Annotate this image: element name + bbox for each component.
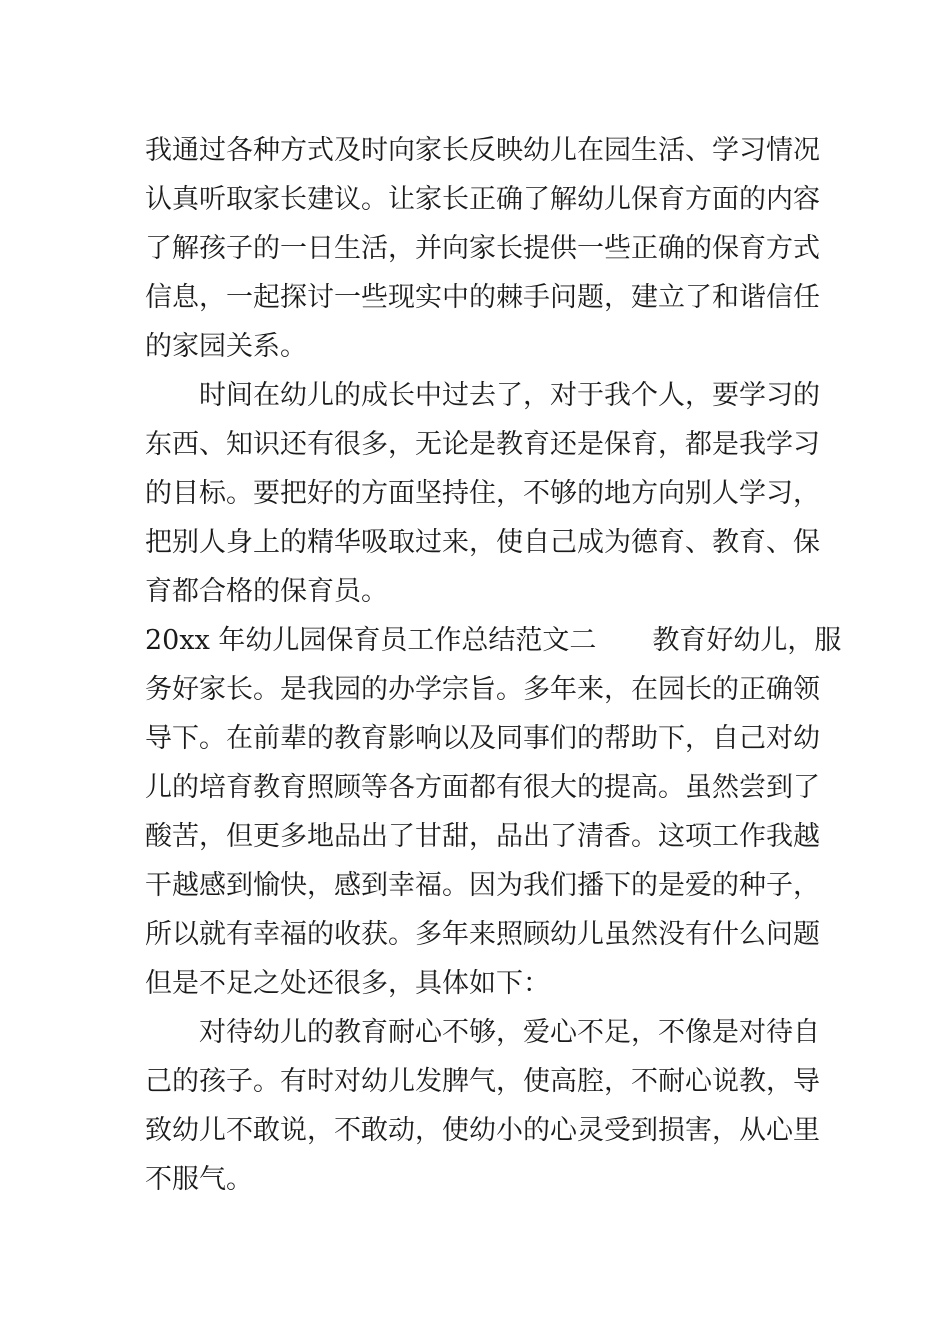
- text-line: 的目标。要把好的方面坚持住，不够的地方向别人学习，: [145, 478, 820, 509]
- paragraph-2: [145, 371, 820, 616]
- text-line: 的家园关系。: [145, 331, 307, 362]
- text-line: 东西、知识还有很多，无论是教育还是保育，都是我学习: [145, 429, 820, 460]
- text-line: 信息，一起探讨一些现实中的棘手问题，建立了和谐信任: [145, 282, 820, 313]
- document-body: [145, 126, 842, 1204]
- text-line: 己的孩子。有时对幼儿发脾气，使高腔，不耐心说教，导: [145, 1066, 820, 1097]
- paragraph-4: [145, 1008, 820, 1204]
- text-line: 认真听取家长建议。让家长正确了解幼儿保育方面的内容: [145, 184, 820, 215]
- text-line: 了解孩子的一日生活，并向家长提供一些正确的保育方式: [145, 233, 820, 264]
- section-heading-line: [145, 616, 842, 665]
- text-line: 对待幼儿的教育耐心不够，爱心不足，不像是对待自: [199, 1017, 820, 1048]
- paragraph-3: [145, 616, 842, 1008]
- text-line: 所以就有幸福的收获。多年来照顾幼儿虽然没有什么问题: [145, 919, 820, 950]
- section-heading: 20xx 年幼儿园保育员工作总结范文二: [145, 625, 597, 656]
- text-line: 不服气。: [145, 1164, 253, 1195]
- text-line: 育都合格的保育员。: [145, 576, 388, 607]
- text-line: 务好家长。是我园的办学宗旨。多年来，在园长的正确领: [145, 674, 820, 705]
- text-line: 致幼儿不敢说，不敢动，使幼小的心灵受到损害，从心里: [145, 1115, 820, 1146]
- heading-tail-text: 教育好幼儿，服: [652, 625, 842, 656]
- text-line: 导下。在前辈的教育影响以及同事们的帮助下，自己对幼: [145, 723, 820, 754]
- text-line: 把别人身上的精华吸取过来，使自己成为德育、教育、保: [145, 527, 820, 558]
- text-line: 干越感到愉快，感到幸福。因为我们播下的是爱的种子，: [145, 870, 820, 901]
- paragraph-1: [145, 126, 820, 371]
- text-line: 但是不足之处还很多，具体如下：: [145, 968, 550, 999]
- text-line: 我通过各种方式及时向家长反映幼儿在园生活、学习情况: [145, 135, 820, 166]
- text-line: 儿的培育教育照顾等各方面都有很大的提高。虽然尝到了: [145, 772, 820, 803]
- text-line: 时间在幼儿的成长中过去了，对于我个人，要学习的: [199, 380, 820, 411]
- text-line: 酸苦，但更多地品出了甘甜，品出了清香。这项工作我越: [145, 821, 820, 852]
